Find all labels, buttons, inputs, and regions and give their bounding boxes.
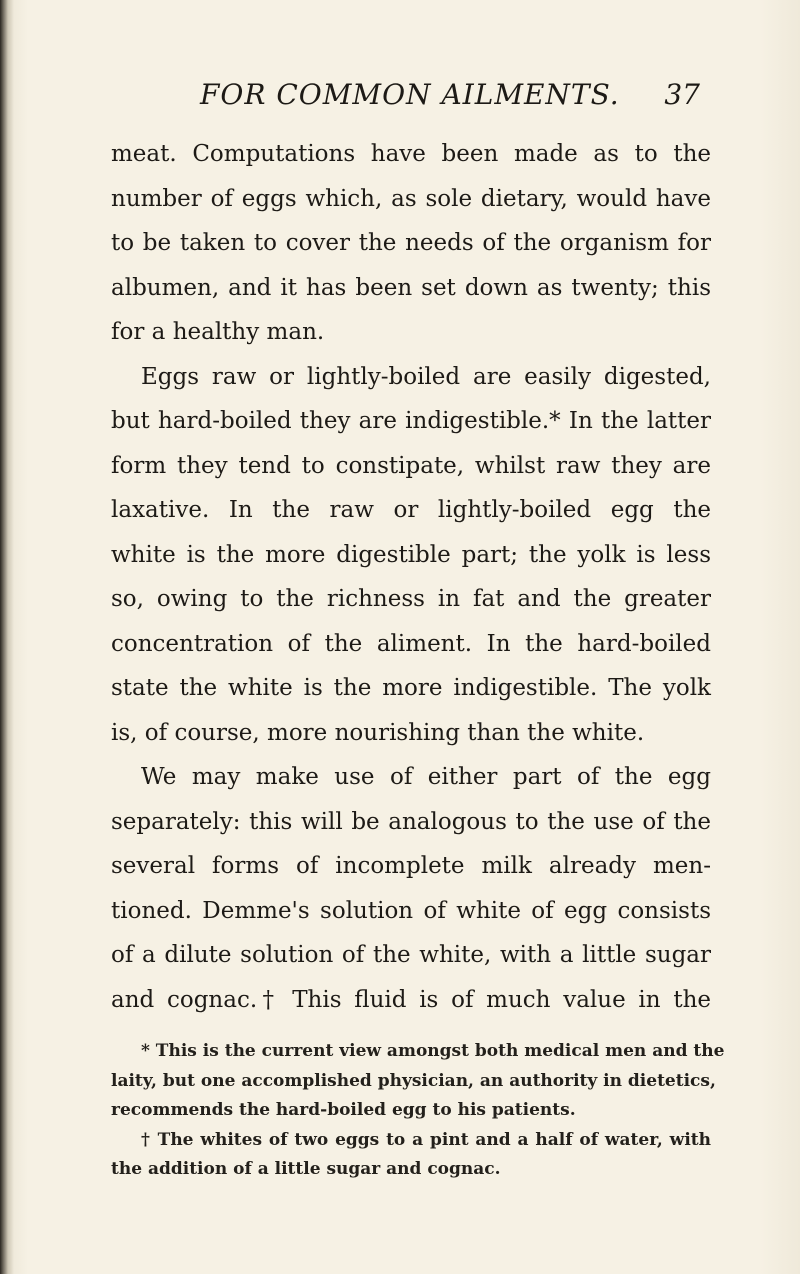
footnote-line: the addition of a little sugar and cognac. xyxy=(111,1159,501,1179)
footnote-line: * This is the current view amongst both medical men and the xyxy=(141,1041,725,1061)
running-title: FOR COMMON AILMENTS. xyxy=(200,78,620,111)
page-number: 37 xyxy=(664,78,700,111)
text-line: concentration of the aliment. In the hard-boiled xyxy=(111,630,711,657)
text-line: meat. Computations have been made as to the xyxy=(111,141,711,167)
text-line: separately: this will be analogous to the use of the xyxy=(111,808,711,835)
text-line: and cognac.† This fluid is of much value in the xyxy=(111,986,711,1013)
body-text xyxy=(111,132,711,1022)
text-line: number of eggs which, as sole dietary, would have xyxy=(111,185,711,212)
text-line: so, owing to the richness in fat and the greater xyxy=(111,586,711,612)
text-line: laxative. In the raw or lightly-boiled egg the xyxy=(111,497,711,523)
text-line: Eggs raw or lightly-boiled are easily digested, xyxy=(141,363,711,390)
text-line: white is the more digestible part; the yolk is less xyxy=(111,541,711,568)
text-line: but hard-boiled they are indigestible.* In the latter xyxy=(111,408,711,434)
footnote-line: † The whites of two eggs to a pint and a half of water, with xyxy=(141,1129,711,1150)
text-line: form they tend to constipate, whilst raw they are xyxy=(111,452,711,479)
page-header xyxy=(140,72,700,112)
page-gutter-shadow xyxy=(0,0,14,1274)
text-line: several forms of incomplete milk already men- xyxy=(111,853,711,879)
text-line: is, of course, more nourishing than the white. xyxy=(111,719,645,746)
text-line: state the white is the more indigestible. The yolk xyxy=(111,675,711,701)
footnotes xyxy=(111,1037,725,1185)
text-line: for a healthy man. xyxy=(111,319,325,345)
text-line: We may make use of either part of the egg xyxy=(141,764,711,790)
footnote-line: recommends the hard-boiled egg to his patients. xyxy=(111,1100,576,1120)
text-line: to be taken to cover the needs of the organism for xyxy=(111,230,711,256)
text-line: of a dilute solution of the white, with a little sugar xyxy=(111,942,711,968)
footnote-line: laity, but one accomplished physician, an authority in dietetics, xyxy=(111,1070,716,1091)
text-line: tioned. Demme's solution of white of egg consists xyxy=(111,897,711,924)
text-line: albumen, and it has been set down as twenty; this xyxy=(111,274,711,301)
